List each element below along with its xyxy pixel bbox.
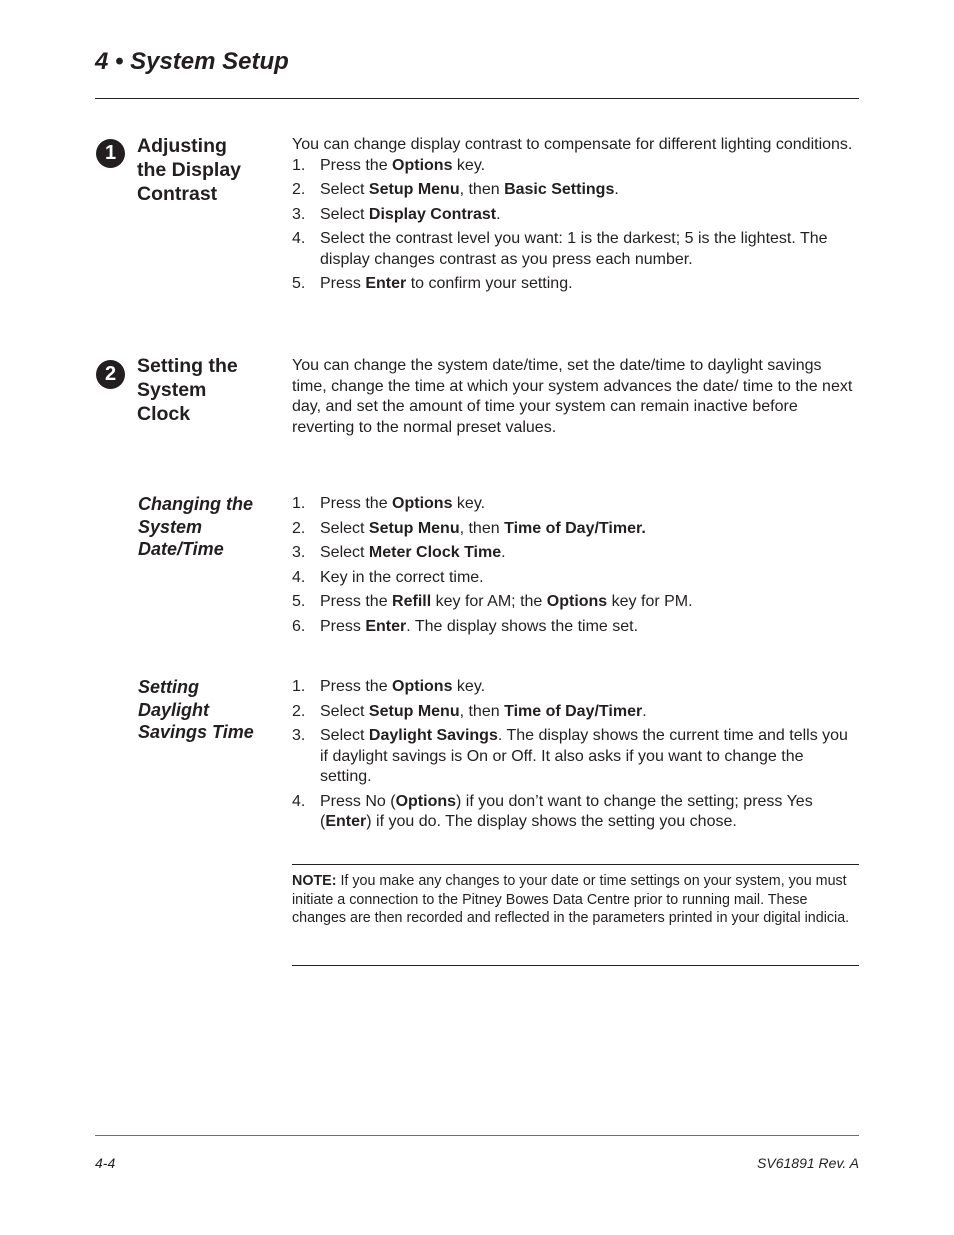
step-bold-term: Enter [325,813,367,830]
step-item [292,205,858,226]
step-text: . [614,181,619,198]
step-item [292,229,858,270]
step-text: Select [320,181,369,198]
step-item [292,617,858,638]
step-number: 1. [292,156,306,174]
step-text: . The display shows the current time and tells you if daylight savings is On or Off. It also asks if you want to change the setting. [320,727,848,785]
step-bold-term: Display Contrast [368,205,497,223]
step-text: Select the contrast level you want: 1 is the darkest; 5 is the lightest. The display changes contrast as you press each number. [320,230,828,268]
subsection-daylight-savings-body [292,677,858,833]
step-number: 3. [292,205,306,223]
step-item [292,726,858,788]
step-text: . [501,544,506,561]
section-2-title [137,354,277,426]
step-number: 1. [292,495,306,512]
step-text: key. [452,678,486,695]
step-item [292,792,858,833]
step-number: 2. [292,702,306,720]
subsection-daylight-savings-steps [292,677,858,833]
step-number: 4. [292,792,306,810]
step-text: Press [320,617,366,635]
step-item [292,494,858,515]
step-number: 4. [292,230,306,247]
step-text: Select [320,702,369,720]
step-text: , then [459,181,505,198]
step-number: 1. [292,678,306,695]
section-2-title-line: Clock [137,403,191,425]
section-1-title [137,134,277,206]
section-1-title-line: Adjusting [137,135,227,157]
header-rule [95,98,859,99]
step-number: 4. [292,568,306,586]
section-2-intro: You can change the system date/time, set the date/time to daylight savings time, change the time at which your system advances the date/ time to the next day, and set the amount of time your system can remain inactive before reverting to the normal preset values. [292,357,853,436]
step-number: 2. [292,519,306,537]
step-item [292,156,858,177]
section-1-number-badge: 1 [96,139,125,168]
step-item [292,519,858,540]
step-text: Press the [320,156,393,174]
step-number: 3. [292,727,306,744]
section-1-body [292,135,858,295]
step-text: Select [320,544,369,561]
step-text: Select [320,727,369,744]
step-text: Select [320,205,369,223]
step-text: Press [320,275,366,292]
section-1-title-line: Contrast [137,183,218,205]
step-text: Press the [320,593,393,610]
step-text: . The display shows the time set. [406,617,639,635]
subsection-title-line: System [138,516,203,537]
section-2-body [292,356,858,438]
step-item [292,677,858,698]
note-bottom-rule [292,965,859,966]
step-item [292,702,858,723]
step-bold-term: Basic Settings [504,181,615,198]
step-bold-term: Setup Menu [368,519,460,537]
subsection-title-line: Savings Time [138,722,254,742]
subsection-date-time-title [138,493,278,561]
section-2-title-line: System [137,379,207,401]
step-bold-term: Options [395,792,457,810]
step-bold-term: Options [392,678,453,695]
subsection-date-time-steps [292,494,858,637]
document-number: SV61891 Rev. A [757,1155,859,1171]
subsection-title-line: Daylight [138,699,210,720]
page-header-title: 4 • System Setup [95,48,289,75]
step-bold-term: Daylight Savings [368,727,498,744]
step-text: Key in the correct time. [320,568,484,586]
step-item [292,568,858,589]
step-item [292,274,858,295]
note-top-rule [292,864,859,865]
step-number: 5. [292,593,306,610]
step-text: key for PM. [607,593,693,610]
step-bold-term: Options [392,495,453,512]
step-number: 6. [292,617,306,635]
step-text: key for AM; the [431,593,547,610]
subsection-daylight-savings-title [138,676,278,744]
step-bold-term: Enter [365,617,407,635]
subsection-title-line: Changing the [138,494,253,514]
step-text: to confirm your setting. [406,275,573,292]
step-bold-term: Meter Clock Time [368,544,502,561]
step-text: . [642,702,647,720]
step-number: 3. [292,544,306,561]
step-bold-term: Time of Day/Timer [504,702,643,720]
step-item [292,180,858,201]
note-text: If you make any changes to your date or time settings on your system, you must initiate a connection to the Pitney Bowes Data Centre prior to running mail. These changes are then recorded and reflected in the parameters printed in your digital indicia. [292,873,850,926]
subsection-title-line: Date/Time [138,539,224,559]
section-1-steps [292,156,858,295]
step-text: key. [452,156,486,174]
step-text: Press the [320,678,393,695]
step-text: ) if you don’t want to change the setting; press Yes ( [320,792,813,830]
section-1-title-line: the Display [137,159,242,181]
step-text: ) if you do. The display shows the setting you chose. [366,813,737,830]
step-text: , then [459,702,505,720]
note-box [292,872,862,928]
section-2-title-line: Setting the [137,355,238,377]
step-item [292,592,858,613]
section-2-number-badge: 2 [96,360,125,389]
step-bold-term: Setup Menu [368,181,460,198]
subsection-date-time-body [292,494,858,637]
step-text: Press the [320,495,393,512]
step-text: . [496,205,501,223]
page-number: 4-4 [95,1155,116,1171]
subsection-title-line: Setting [138,677,199,697]
step-bold-term: Time of Day/Timer. [504,519,646,537]
step-number: 2. [292,181,306,198]
step-bold-term: Options [392,156,453,174]
step-text: Select [320,519,369,537]
footer-rule [95,1135,859,1136]
note-label: NOTE: [292,873,337,889]
step-bold-term: Setup Menu [368,702,460,720]
step-number: 5. [292,275,306,292]
step-item [292,543,858,564]
step-bold-term: Enter [365,275,407,292]
step-text: Press No ( [320,792,396,810]
step-text: key. [452,495,486,512]
section-1-intro: You can change display contrast to compensate for different lighting conditions. [292,136,853,153]
step-bold-term: Options [546,593,608,610]
step-text: , then [459,519,505,537]
step-bold-term: Refill [392,593,432,610]
